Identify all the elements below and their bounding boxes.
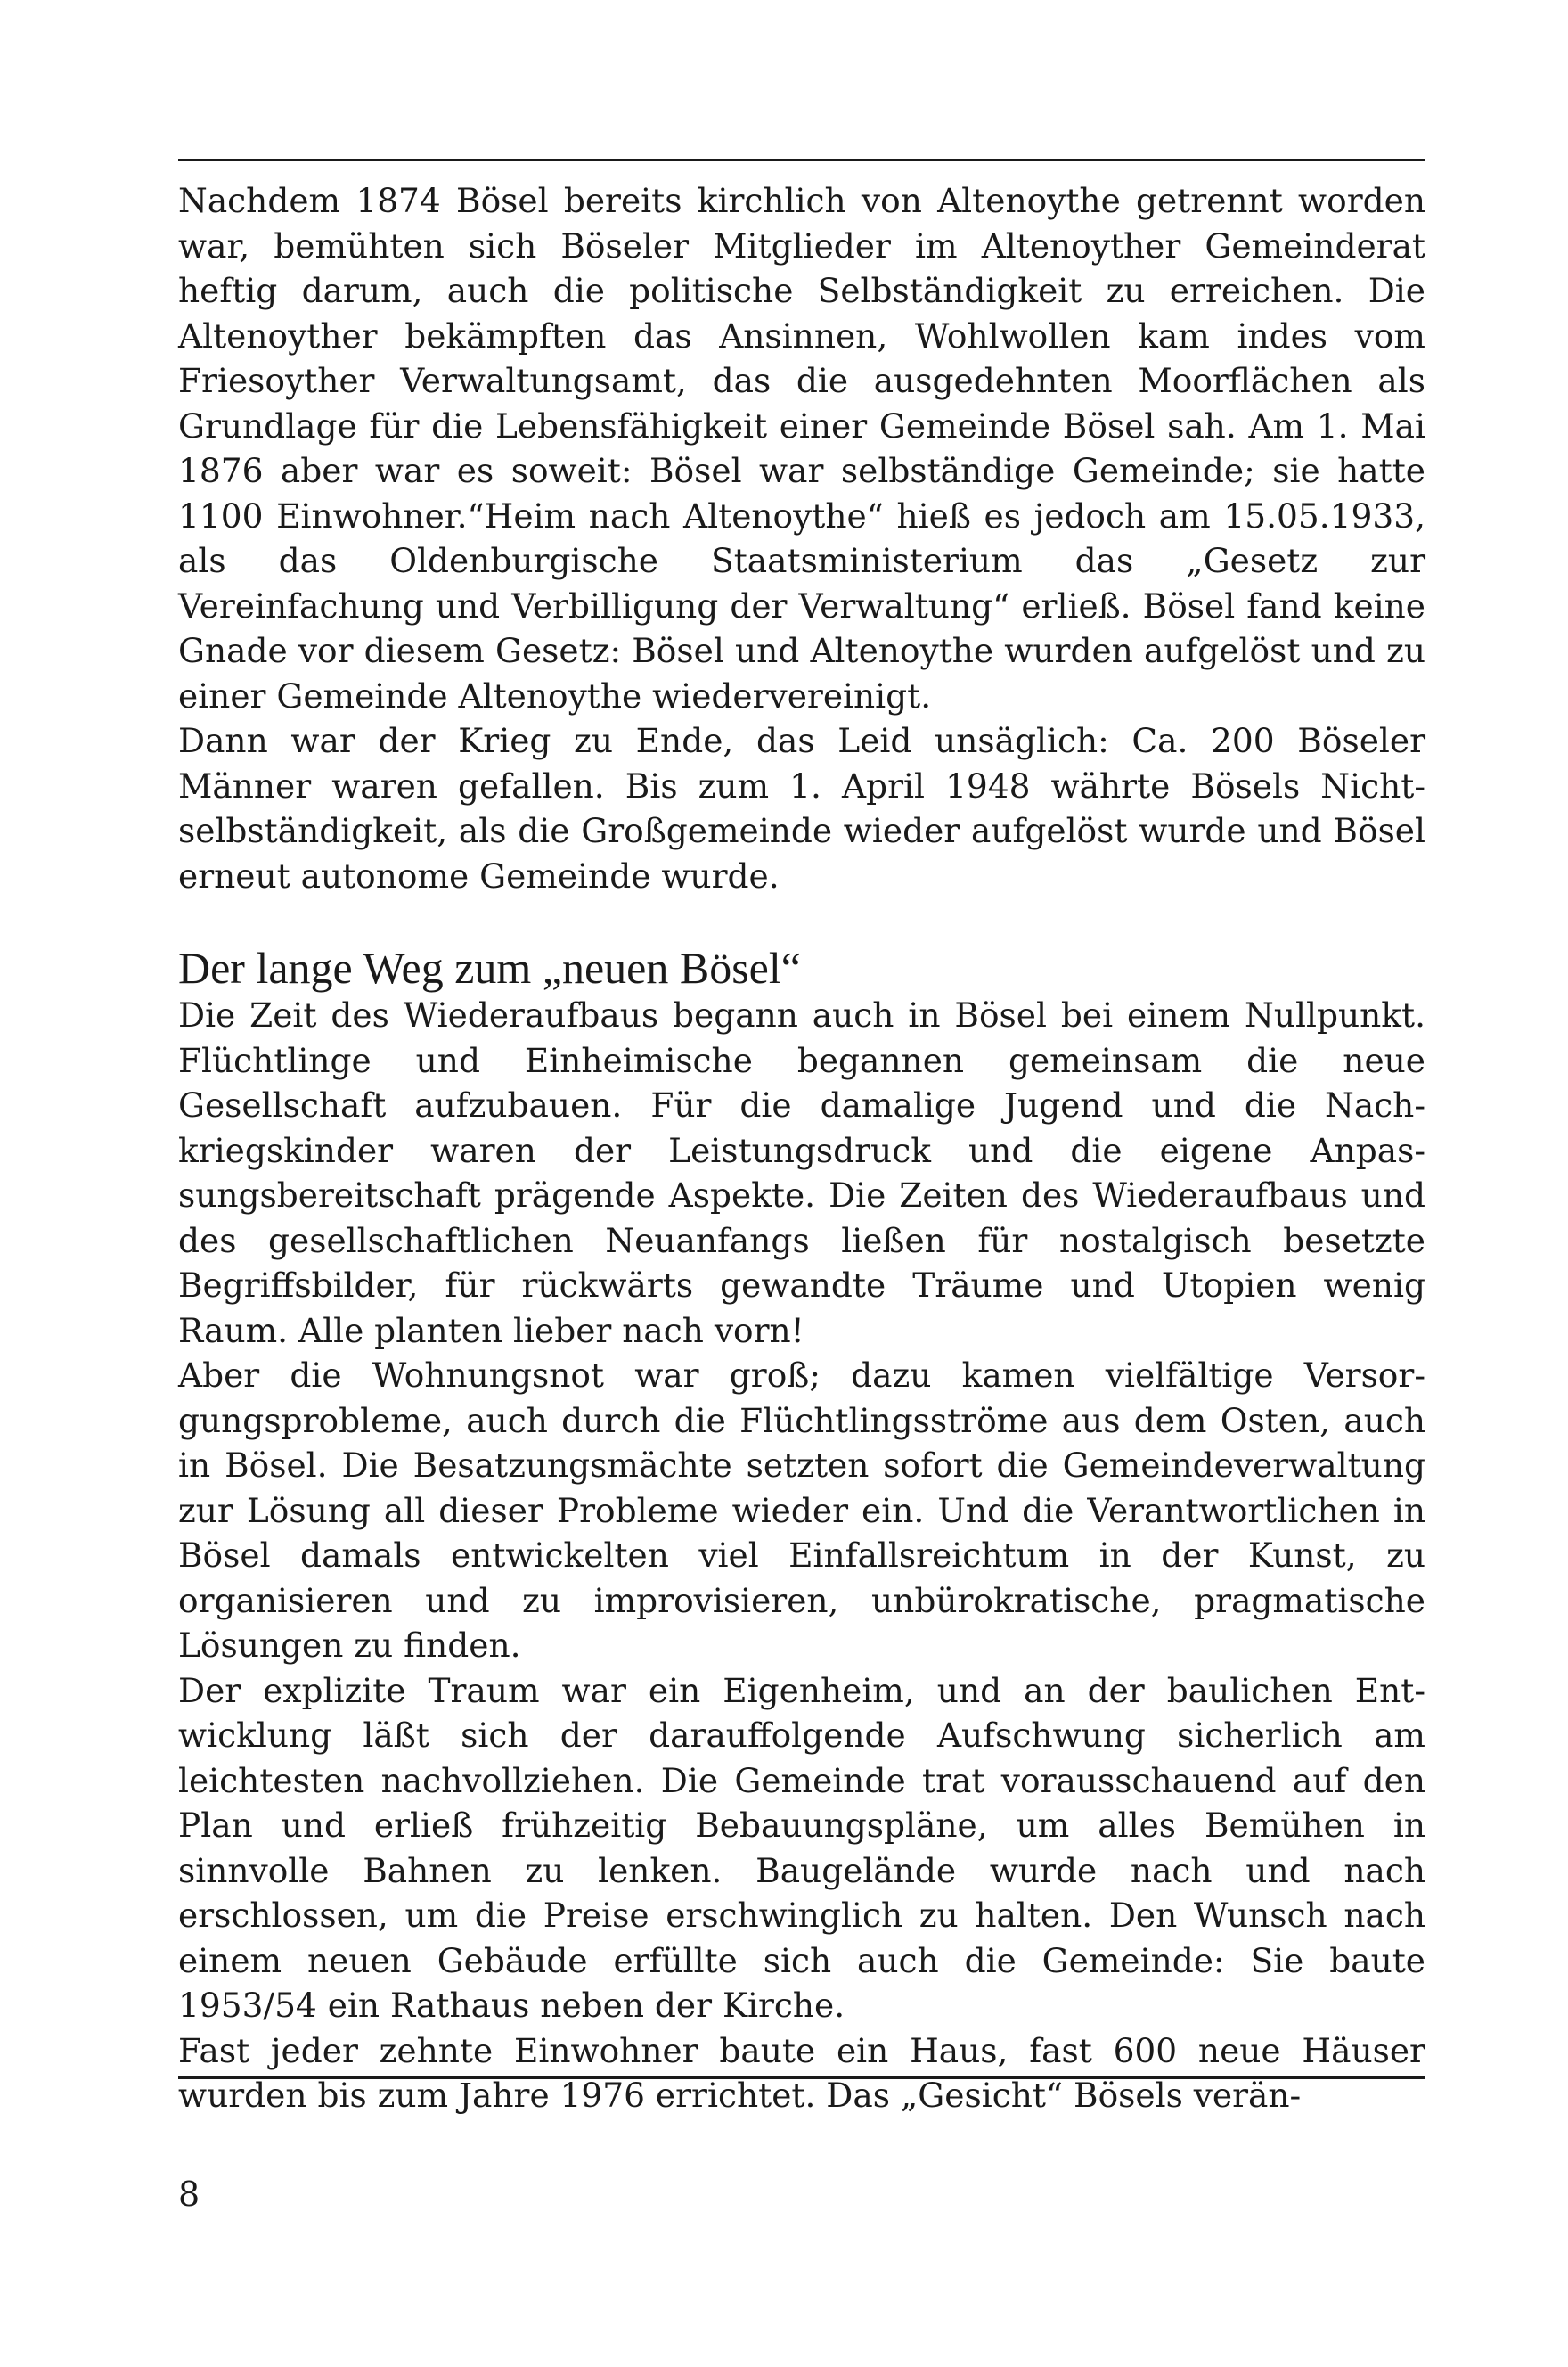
section-heading: Der lange Weg zum „neuen Bösel“: [178, 943, 801, 993]
paragraph-housing-shortage: Aber die Wohnungsnot war groß; dazu kamen vielfältige Versorgungsprobleme, auch durch die Flüchtlingsströme aus dem Osten, auch in Bösel. Die Besatzungsmächte setzten sofort die Gemeindeverwaltung zur Lösung all dieser Probleme wieder ein. Und die Verantwortlichen in Bösel damals entwickelten viel Einfallsreichtum in der Kunst, zu organisieren und zu improvisieren, unbürokratische, pragmatische Lösungen zu finden.: [178, 1355, 1425, 1665]
text-column: [178, 178, 1425, 2115]
top-rule: [178, 159, 1425, 161]
paragraph-reconstruction: Die Zeit des Wiederaufbaus begann auch in Bösel bei einem Nullpunkt. Flüchtlinge und Einheimische begannen gemeinsam die neue Gesellschaft aufzubauen. Für die damalige Jugend und die Nachkriegskinder waren der Leistungsdruck und die eigene Anpassungsbereitschaft prägende Aspekte. Die Zeiten des Wiederaufbaus und des gesellschaftlichen Neuanfangs ließen für nostalgisch besetzte Begriffsbilder, für rückwärts gewandte Träume und Utopien wenig Raum. Alle planten lieber nach vorn!: [178, 995, 1425, 1350]
page-number: 8: [178, 2175, 200, 2214]
paragraph-houses-built: Fast jeder zehnte Einwohner baute ein Haus, fast 600 neue Häuser wurden bis zum Jahre 1976 errichtet. Das „Gesicht“ Bösels verän-: [178, 2030, 1425, 2115]
paragraph-own-home: Der explizite Traum war ein Eigenheim, und an der baulichen Entwicklung läßt sich der darauffolgende Aufschwung sicherlich am leichtesten nachvollziehen. Die Gemeinde trat vorausschauend auf den Plan und erließ frühzeitig Bebauungspläne, um alles Bemühen in sinnvolle Bahnen zu lenken. Baugelände wurde nach und nach erschlossen, um die Preise erschwinglich zu halten. Den Wunsch nach einem neuen Gebäude erfüllte sich auch die Gemeinde: Sie baute 1953/54 ein Rathaus neben der Kirche.: [178, 1670, 1425, 2025]
paragraph-bosel-independence: Nachdem 1874 Bösel bereits kirchlich von Altenoythe getrennt worden war, bemühten sich Böseler Mitglieder im Altenoyther Gemeinderat heftig darum, auch die politische Selbständigkeit zu erreichen. Die Altenoyther bekämpften das Ansinnen, Wohlwollen kam indes vom Friesoyther Verwaltungsamt, das die ausgedehnten Moorflächen als Grundlage für die Lebensfähigkeit einer Gemeinde Bösel sah. Am 1. Mai 1876 aber war es soweit: Bösel war selbständige Gemeinde; sie hatte 1100 Einwohner.“Heim nach Altenoythe“ hieß es jedoch am 15.05.1933, als das Oldenburgische Staatsministerium das „Gesetz zur Vereinfachung und Verbilligung der Verwaltung“ erließ. Bösel fand keine Gnade vor diesem Gesetz: Bösel und Altenoythe wurden aufgelöst und zu einer Gemeinde Altenoythe wiedervereinigt.: [178, 181, 1425, 716]
paragraph-end-of-war: Dann war der Krieg zu Ende, das Leid unsäglich: Ca. 200 Böseler Männer waren gefallen. Bis zum 1. April 1948 währte Bösels Nichtselbständigkeit, als die Großgemeinde wieder aufgelöst wurde und Bösel erneut autonome Gemeinde wurde.: [178, 721, 1425, 896]
bottom-rule: [178, 2076, 1425, 2079]
